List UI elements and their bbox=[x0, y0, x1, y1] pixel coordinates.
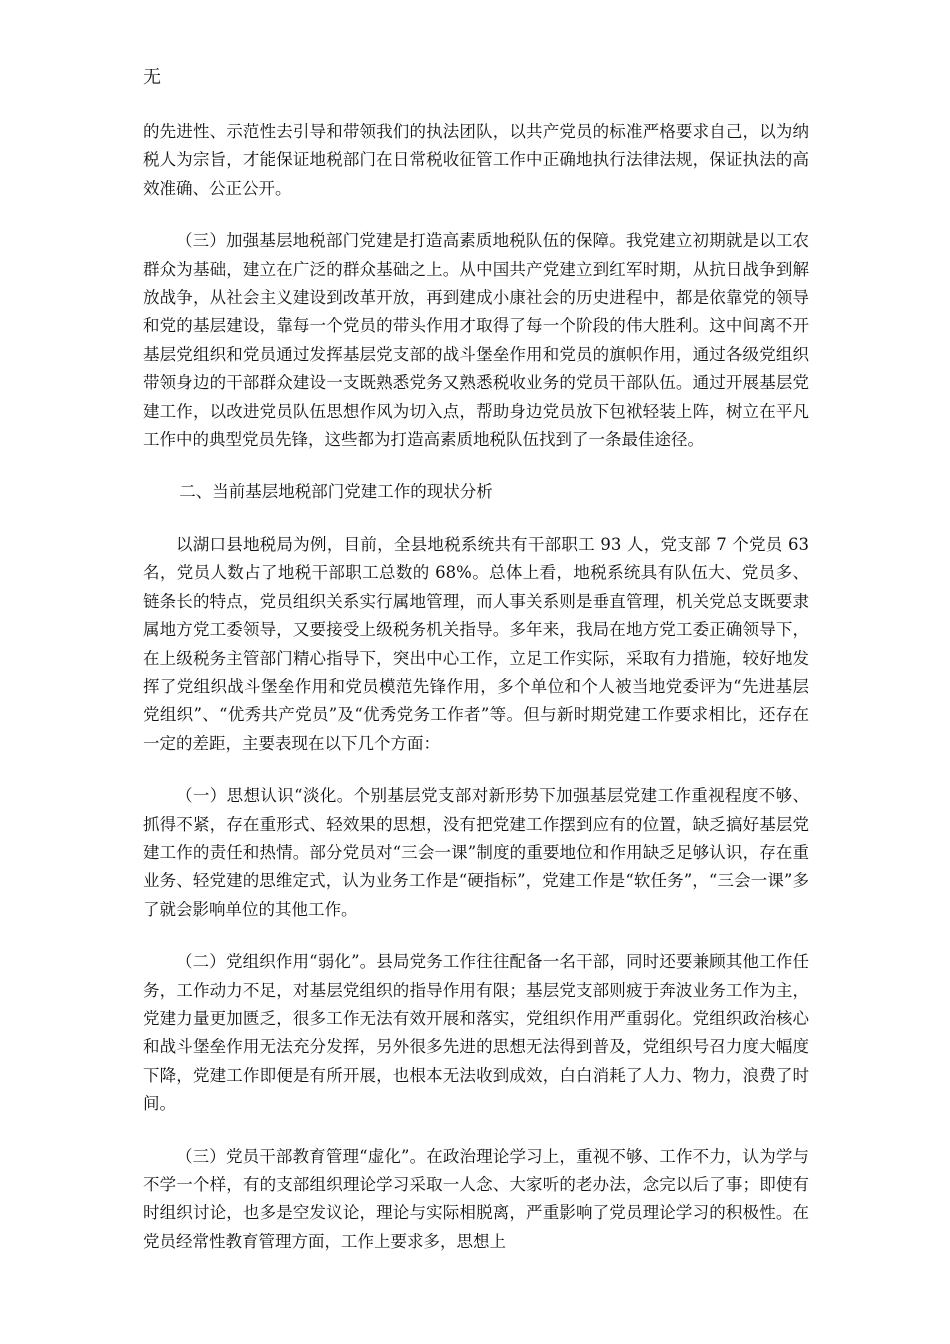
document-body bbox=[143, 118, 809, 1280]
paragraph-point-two: （二）党组织作用“弱化”。县局党务工作往往配备一名干部，同时还要兼顾其他工作任务，工作动力不足，对基层党组织的指导作用有限；基层党支部则疲于奔波业务工作为主，党建力量更加匮乏，很多工作无法有效开展和落实，党组织作用严重弱化。党组织政治核心和战斗堡垒作用无法充分发挥，另外很多先进的思想无法得到普及，党组织号召力度大幅度下降，党建工作即便是有所开展，也根本无法收到成效，白白消耗了人力、物力，浪费了时间。 bbox=[143, 952, 809, 1114]
paragraph-section-three: （三）加强基层地税部门党建是打造高素质地税队伍的保障。我党建立初期就是以工农群众为基础，建立在广泛的群众基础之上。从中国共产党建立到红军时期，从抗日战争到解放战争，从社会主义建设到改革开放，再到建成小康社会的历史进程中，都是依靠党的领导和党的基层建设，靠每一个党员的带头作用才取得了每一个阶段的伟大胜利。这中间离不开基层党组织和党员通过发挥基层党支部的战斗堡垒作用和党员的旗帜作用，通过各级党组织带领身边的干部群众建设一支既熟悉党务又熟悉税收业务的党员干部队伍。通过开展基层党建工作，以改进党员队伍思想作风为切入点，帮助身边党员放下包袱轻装上阵，树立在平凡工作中的典型党员先锋，这些都为打造高素质地税队伍找到了一条最佳途径。 bbox=[143, 231, 809, 450]
paragraph-point-one: （一）思想认识“淡化。个别基层党支部对新形势下加强基层党建工作重视程度不够、抓得不紧，存在重形式、轻效果的思想，没有把党建工作摆到应有的位置，缺乏搞好基层党建工作的责任和热情。部分党员对“三会一课”制度的重要地位和作用缺乏足够认识，存在重业务、轻党建的思维定式，认为业务工作是“硬指标”，党建工作是“软任务”，“三会一课”多了就会影响单位的其他工作。 bbox=[143, 786, 809, 919]
section-heading: 二、当前基层地税部门党建工作的现状分析 bbox=[179, 482, 493, 502]
header-label: 无 bbox=[143, 67, 161, 88]
paragraph-hukou-example: 以湖口县地税局为例，目前，全县地税系统共有干部职工 93 人，党支部 7 个党员 63 名，党员人数占了地税干部职工总数的 68%。总体上看，地税系统具有队伍大、党员多、链条长的特点，党员组织关系实行属地管理，而人事关系则是垂直管理，机关党总支既要隶属地方党工委领导，又要接受上级税务机关指导。多年来，我局在地方党工委正确领导下，在上级税务主管部门精心指导下，突出中心工作，立足工作实际，采取有力措施，较好地发挥了党组织战斗堡垒作用和党员模范先锋作用，多个单位和个人被当地党委评为“先进基层党组织”、“优秀共产党员”及“优秀党务工作者”等。但与新时期党建工作要求相比，还存在一定的差距，主要表现在以下几个方面： bbox=[143, 534, 809, 753]
paragraph-continuation: 的先进性、示范性去引导和带领我们的执法团队，以共产党员的标准严格要求自己，以为纳税人为宗旨，才能保证地税部门在日常税收征管工作中正确地执行法律法规，保证执法的高效准确、公正公开。 bbox=[143, 122, 809, 198]
paragraph-point-three: （三）党员干部教育管理“虚化”。在政治理论学习上，重视不够、工作不力，认为学与不学一个样，有的支部组织理论学习采取一人念、大家听的老办法，念完以后了事；即使有时组织讨论，也多是空发议论，理论与实际相脱离，严重影响了党员理论学习的积极性。在党员经常性教育管理方面，工作上要求多，思想上 bbox=[143, 1146, 809, 1251]
